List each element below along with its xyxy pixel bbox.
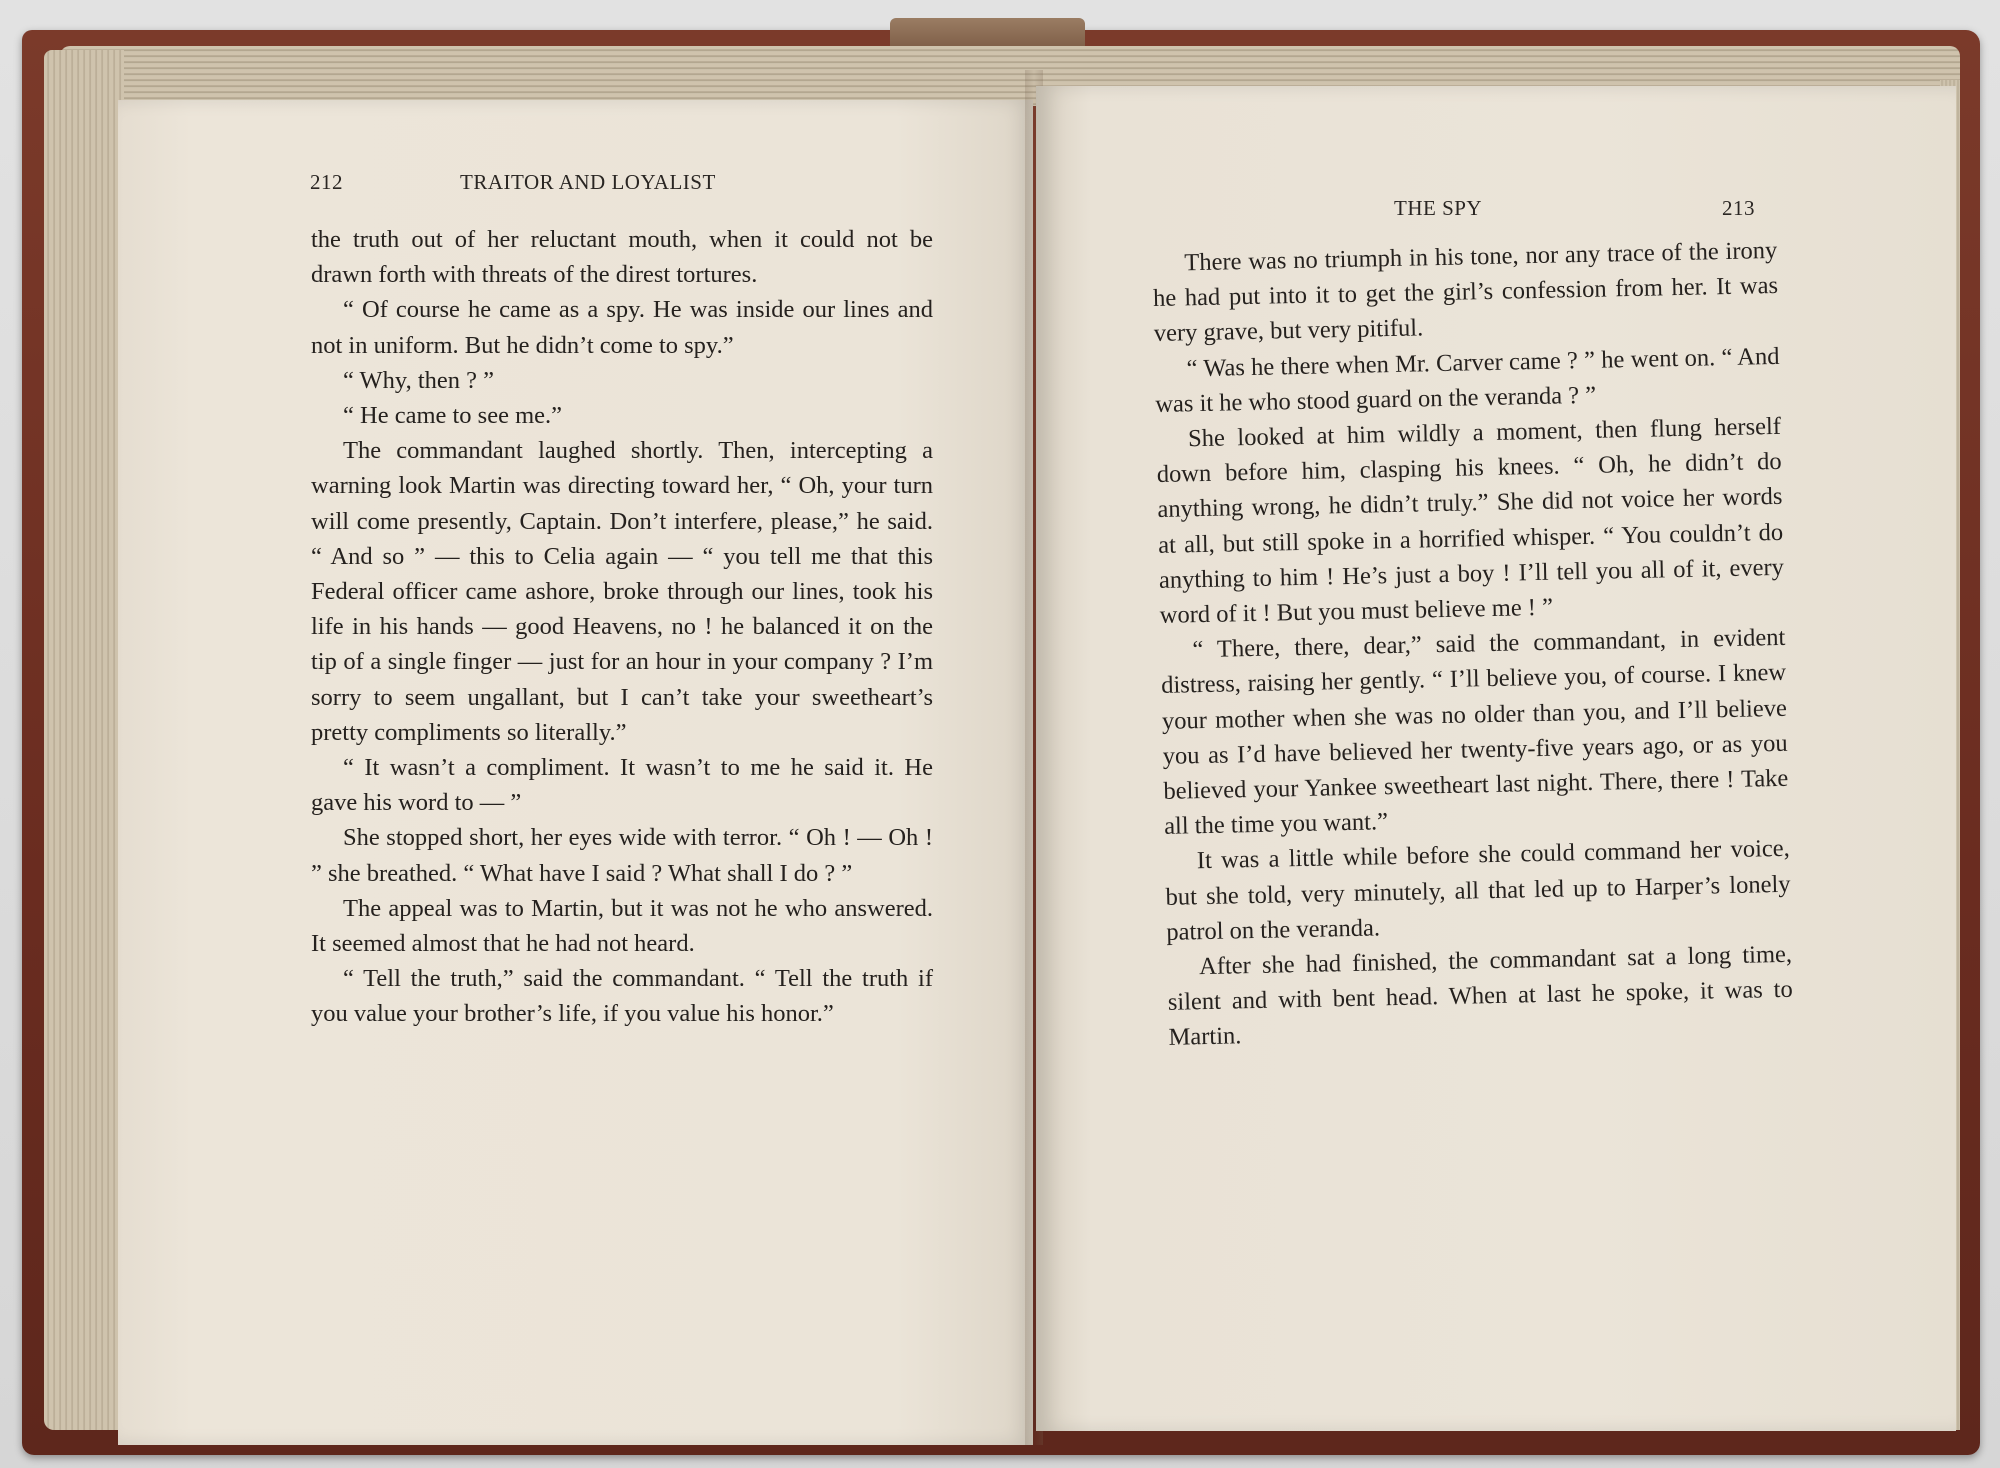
paragraph: She looked at him wildly a moment, then flung herself down before him, clasping his knees. “ Oh, he didn’t do anything wrong, he didn’t truly.” She did not voice her words at all, but still spoke in a horrified whisper. “ You couldn’t do anything to him ! He’s just a boy ! I’ll tell you all of it, every word of it ! But you must believe me ! ” (1156, 412, 1785, 629)
paragraph: “ Tell the truth,” said the commandant. “ Tell the truth if you value your brother’s life, if you value his honor.” (311, 965, 933, 1028)
paragraph: “ Was he there when Mr. Carver came ? ” he went on. “ And was it he who stood guard on the veranda ? ” (1155, 342, 1780, 418)
paragraph: It was a little while before she could command her voice, but she told, very minutely, all that led up to Harper’s lonely patrol on the veranda. (1165, 835, 1791, 946)
paragraph: “ Why, then ? ” (343, 366, 495, 394)
left-running-head (118, 170, 1033, 200)
left-running-title: TRAITOR AND LOYALIST (460, 170, 716, 194)
paragraph: The appeal was to Martin, but it was not he who answered. It seemed almost that he had not heard. (311, 894, 933, 958)
paragraph: “ Of course he came as a spy. He was inside our lines and not in uniform. But he didn’t come to spy.” (311, 296, 933, 359)
left-page (118, 100, 1033, 1445)
paragraph: There was no triumph in his tone, nor any trace of the irony he had put into it to get the girl’s confession from her. It was very grave, but very pitiful. (1152, 236, 1779, 348)
right-running-title: THE SPY (1394, 196, 1483, 220)
paragraph: The commandant laughed shortly. Then, intercepting a warning look Martin was directing toward her, “ Oh, your turn will come presently, Captain. Don’t interfere, please,” he said. “ And so ” — this to Celia again — “ you tell me that this Federal officer came ashore, broke through our lines, took his life in his hands — good Heavens, no ! he balanced it on the tip of a single finger — just for an hour in your company ? I’m sorry to seem ungallant, but I can’t take your sweetheart’s pretty compliments so literally.” (311, 437, 933, 746)
left-page-text (311, 222, 933, 1032)
page-edges-left (44, 50, 124, 1430)
right-running-head (1036, 196, 1956, 226)
paragraph: “ It wasn’t a compliment. It wasn’t to me he said it. He gave his word to — ” (311, 754, 933, 817)
paragraph: “ He came to see me.” (343, 402, 563, 430)
paragraph: After she had finished, the commandant sat a long time, silent and with bent head. When at last he spoke, it was to Martin. (1167, 940, 1793, 1052)
right-page-number: 213 (1722, 196, 1755, 220)
paragraph: the truth out of her reluctant mouth, when it could not be drawn forth with threats of the direst tortures. (311, 226, 933, 289)
paragraph: She stopped short, her eyes wide with terror. “ Oh ! — Oh ! ” she breathed. “ What have I said ? What shall I do ? ” (311, 824, 933, 887)
right-page (1036, 86, 1956, 1431)
left-page-number: 212 (310, 170, 343, 194)
paragraph: “ There, there, dear,” said the commandant, in evident distress, raising her gently. “ I’ll believe you, of course. I knew your mother when she was no older than you, and I’ll believe you as I’d have believed her twenty-five years ago, or as you believed your Yankee sweetheart last night. There, there ! Take all the time you want.” (1160, 624, 1789, 841)
right-page-text (1152, 233, 1794, 1056)
